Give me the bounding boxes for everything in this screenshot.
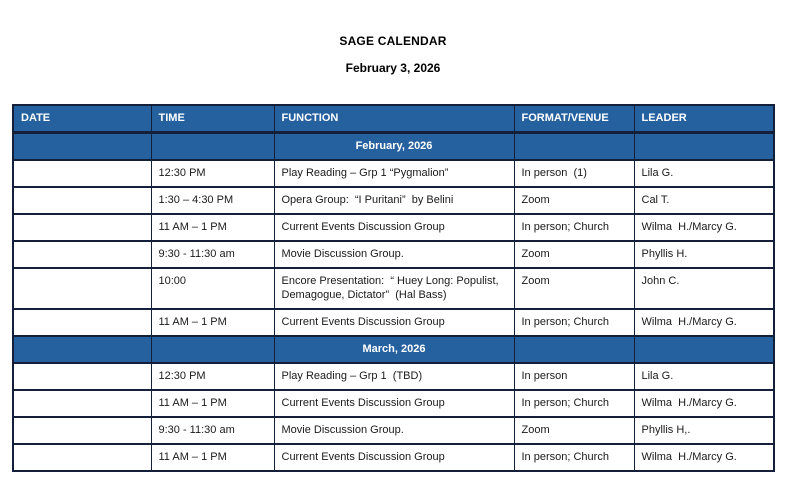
event-date-cell: Fri., March 13 [13, 390, 151, 417]
event-leader-cell: Lila G. [634, 363, 774, 390]
month-section-empty-cell [514, 133, 634, 161]
event-leader-cell: Phyllis H,. [634, 417, 774, 444]
event-time-cell: 10:00 [151, 268, 274, 309]
event-function-cell: Movie Discussion Group. [274, 241, 514, 268]
month-section-label: February, 2026 [274, 133, 514, 161]
month-section-empty-cell [151, 336, 274, 363]
event-row [13, 160, 774, 187]
event-venue-cell: Zoom [514, 187, 634, 214]
event-date-cell: Mon., Feb 23 [13, 268, 151, 309]
event-time-cell: 12:30 PM [151, 363, 274, 390]
event-leader-cell: Wilma H./Marcy G. [634, 214, 774, 241]
event-time-cell: 1:30 – 4:30 PM [151, 187, 274, 214]
column-header-leader: LEADER [634, 105, 774, 133]
month-section-empty-cell [634, 336, 774, 363]
month-section-empty-cell [151, 133, 274, 161]
event-row [13, 363, 774, 390]
header-row [13, 105, 774, 133]
event-function-cell: Play Reading – Grp 1 “Pygmalion” [274, 160, 514, 187]
event-venue-cell: In person (1) [514, 160, 634, 187]
event-function-cell: Play Reading – Grp 1 (TBD) [274, 363, 514, 390]
sage-calendar-table [12, 104, 775, 472]
event-row [13, 241, 774, 268]
event-date-cell: Mon. Feb. 2 [13, 160, 151, 187]
event-row [13, 187, 774, 214]
page-date: February 3, 2026 [345, 61, 441, 75]
event-date-cell: Fri., Feb. 13 [13, 214, 151, 241]
event-function-cell: Current Events Discussion Group [274, 444, 514, 471]
event-venue-cell: In person [514, 363, 634, 390]
event-venue-cell: Zoom [514, 417, 634, 444]
month-section-empty-cell [634, 133, 774, 161]
event-leader-cell: Wilma H./Marcy G. [634, 444, 774, 471]
event-function-cell: Current Events Discussion Group [274, 214, 514, 241]
event-time-cell: 9:30 - 11:30 am [151, 241, 274, 268]
event-venue-cell: In person; Church [514, 214, 634, 241]
event-leader-cell: Wilma H./Marcy G. [634, 390, 774, 417]
event-time-cell: 11 AM – 1 PM [151, 214, 274, 241]
event-venue-cell: In person; Church [514, 309, 634, 336]
event-row [13, 268, 774, 309]
event-date-cell: Mon., Feb. 16 [13, 241, 151, 268]
event-function-cell: Current Events Discussion Group [274, 390, 514, 417]
month-section-empty-cell [13, 133, 151, 161]
event-venue-cell: In person; Church [514, 444, 634, 471]
column-header-format-venue: FORMAT/VENUE [514, 105, 634, 133]
calendar-table-body [13, 133, 774, 472]
event-date-cell: Fri., March 27 [13, 444, 151, 471]
event-leader-cell: Lila G. [634, 160, 774, 187]
title-block [0, 0, 786, 75]
event-function-cell: Current Events Discussion Group [274, 309, 514, 336]
month-section-row [13, 133, 774, 161]
event-function-cell: Movie Discussion Group. [274, 417, 514, 444]
column-header-date: DATE [13, 105, 151, 133]
event-time-cell: 11 AM – 1 PM [151, 309, 274, 336]
event-function-cell: Opera Group: “I Puritani” by Belini [274, 187, 514, 214]
event-time-cell: 9:30 - 11:30 am [151, 417, 274, 444]
event-row [13, 444, 774, 471]
event-row [13, 390, 774, 417]
column-header-time: TIME [151, 105, 274, 133]
event-venue-cell: Zoom [514, 241, 634, 268]
month-section-row [13, 336, 774, 363]
event-leader-cell: John C. [634, 268, 774, 309]
page-title: SAGE CALENDAR [339, 34, 447, 48]
event-row [13, 309, 774, 336]
event-row [13, 214, 774, 241]
event-function-cell: Encore Presentation: “ Huey Long: Populist, Demagogue, Dictator” (Hal Bass) [274, 268, 514, 309]
month-section-empty-cell [13, 336, 151, 363]
column-header-function: FUNCTION [274, 105, 514, 133]
event-time-cell: 11 AM – 1 PM [151, 390, 274, 417]
event-time-cell: 12:30 PM [151, 160, 274, 187]
month-section-label: March, 2026 [274, 336, 514, 363]
event-date-cell: Fri., Feb 6 [13, 187, 151, 214]
event-venue-cell: In person; Church [514, 390, 634, 417]
event-venue-cell: Zoom [514, 268, 634, 309]
event-leader-cell: Phyllis H. [634, 241, 774, 268]
event-date-cell: Mon., March 16 [13, 417, 151, 444]
event-time-cell: 11 AM – 1 PM [151, 444, 274, 471]
event-date-cell: Mon. March 2 [13, 363, 151, 390]
event-date-cell: Fri., Feb. 27 [13, 309, 151, 336]
event-leader-cell: Wilma H./Marcy G. [634, 309, 774, 336]
event-leader-cell: Cal T. [634, 187, 774, 214]
month-section-empty-cell [514, 336, 634, 363]
event-row [13, 417, 774, 444]
